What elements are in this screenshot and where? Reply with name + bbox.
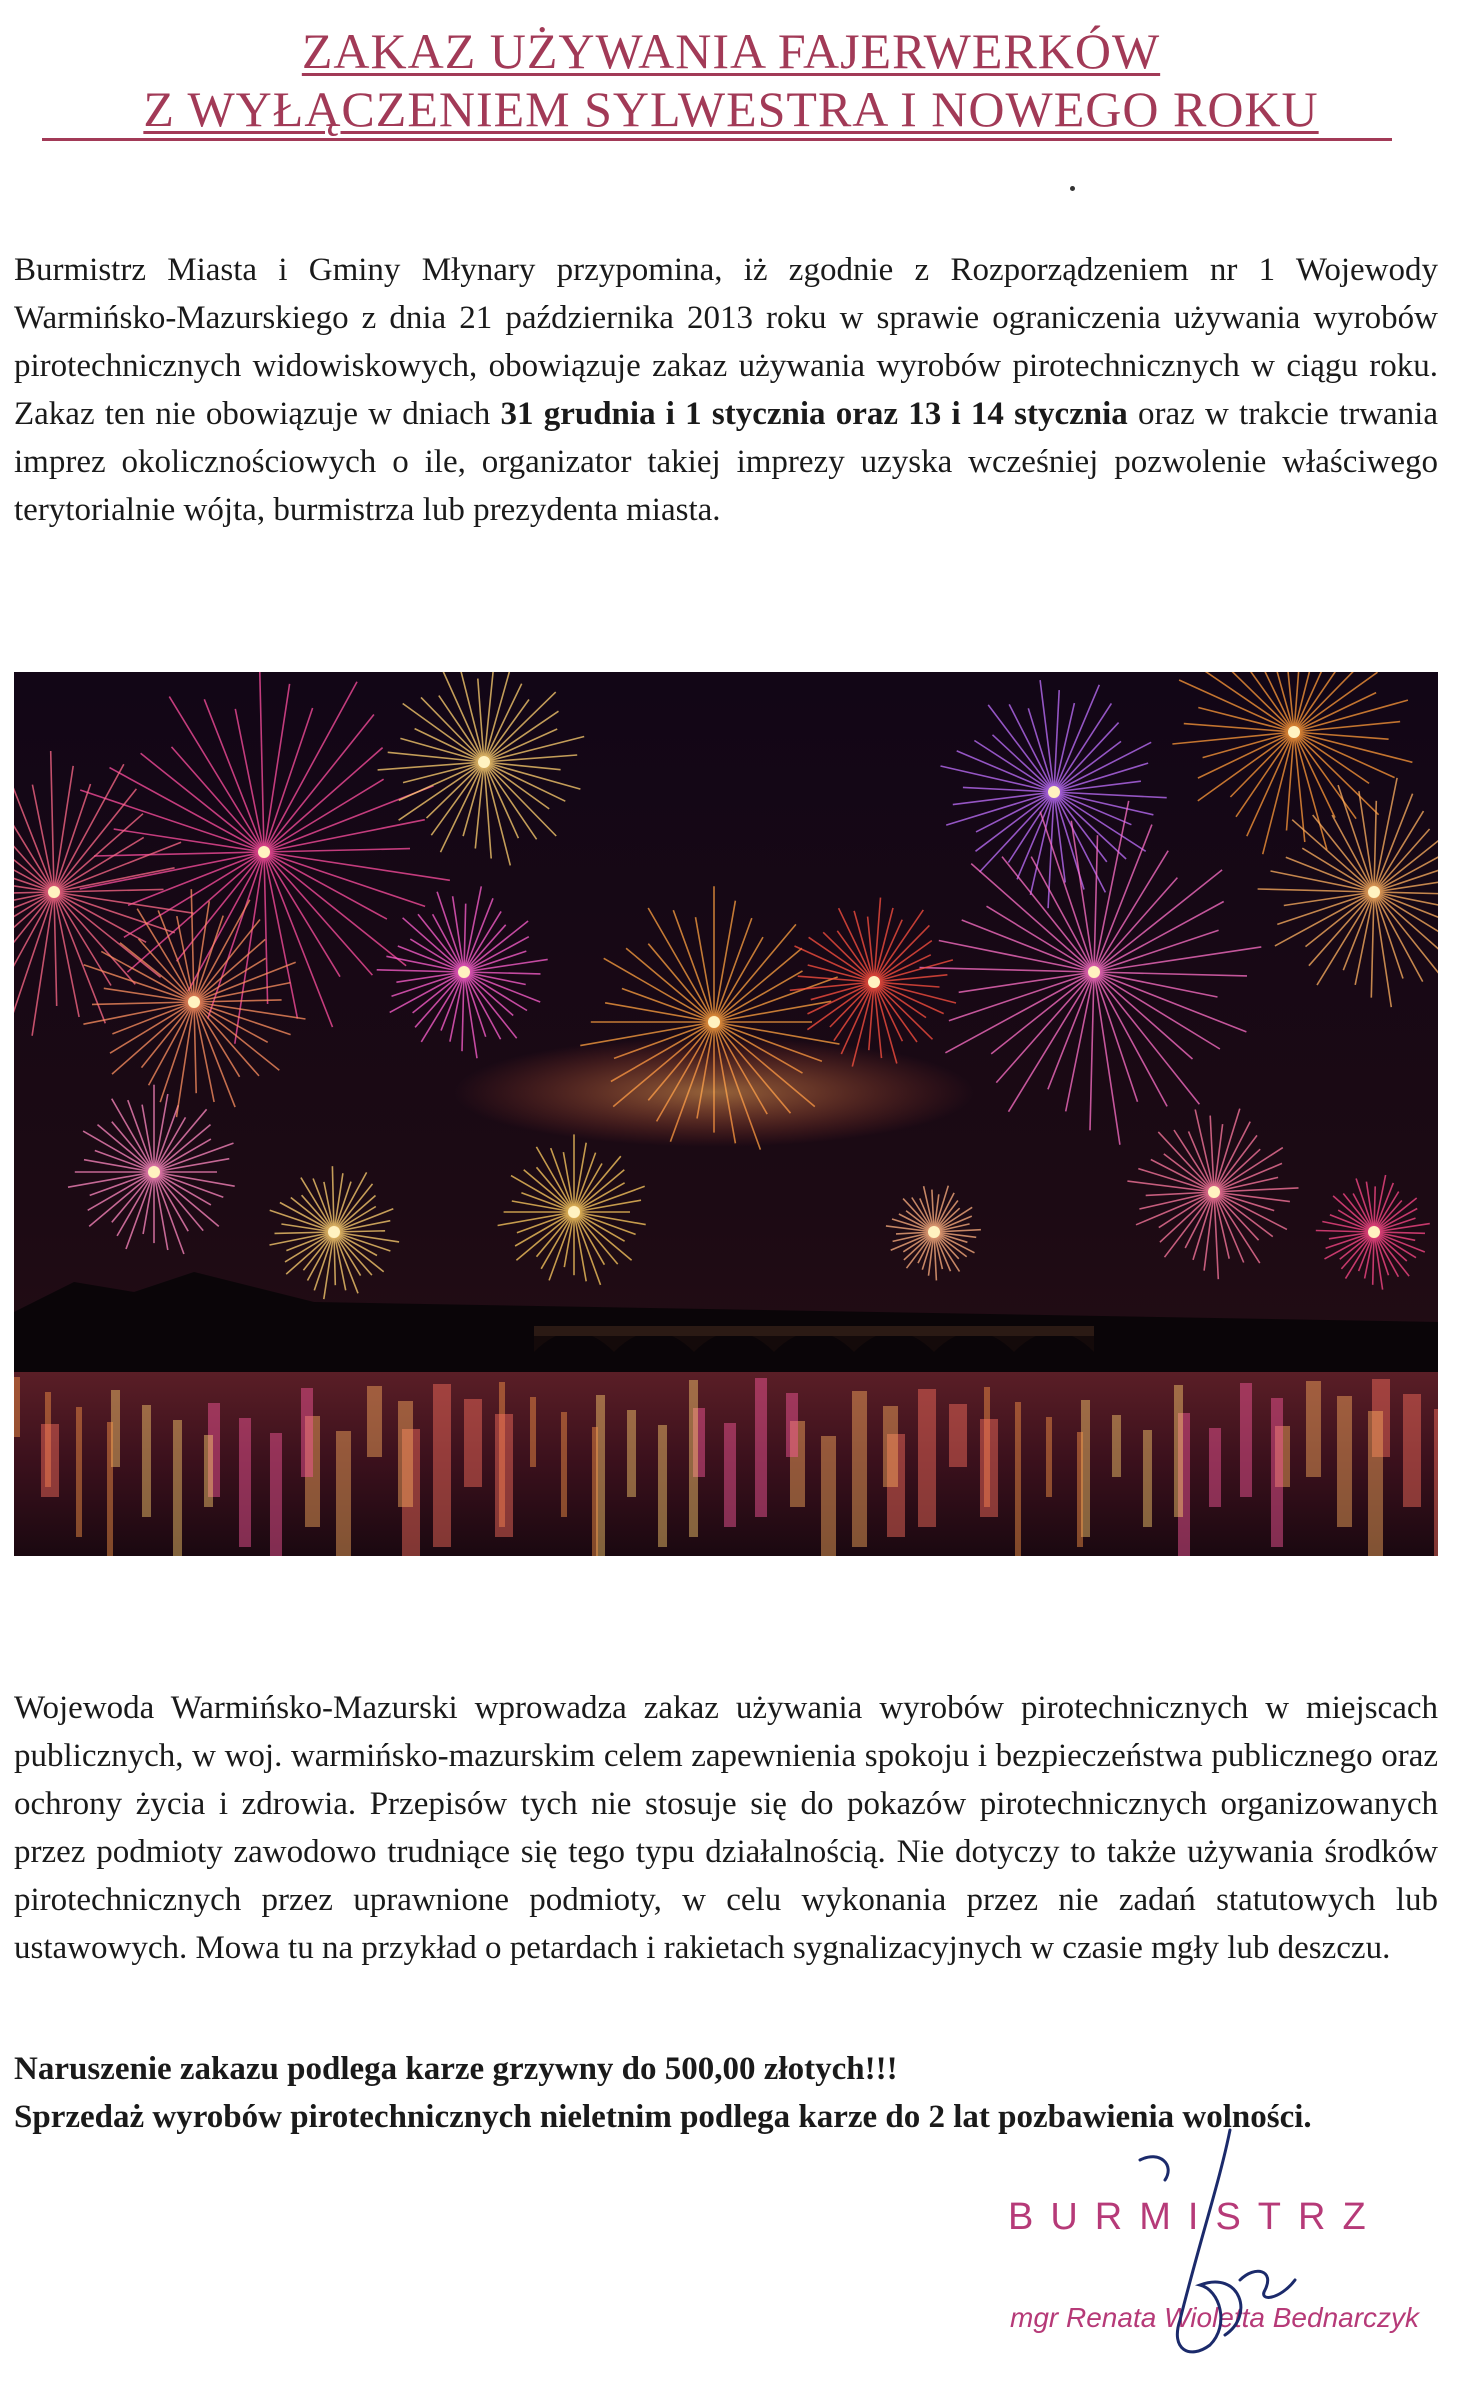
water-reflection	[1271, 1398, 1283, 1547]
water-reflection	[883, 1406, 898, 1487]
body-paragraph: Wojewoda Warmińsko-Mazurski wprowadza zakaz używania wyrobów pirotechnicznych w miejscach publicznych, w woj. warmińsko-mazurskim celem zapewnienia spokoju i bezpieczeństwa publicznego oraz ochrony życia i zdrowia. Przepisów tych nie stosuje się do pokazów pirotechnicznych organizowanych przez podmioty zawodowo trudniące się tego typu działalnością. Nie dotyczy to także używania środków pirotechnicznych przez uprawnione podmioty, w celu wykonania przez nie zadań statutowych lub ustawowych. Mowa tu na przykład o petardach i rakietach sygnalizacyjnych w czasie mgły lub deszczu.	[14, 1690, 1438, 1966]
water-reflection	[1015, 1402, 1021, 1556]
water-reflection	[1306, 1381, 1321, 1477]
water-reflection	[724, 1423, 736, 1527]
water-reflection	[495, 1414, 513, 1537]
water-reflection	[592, 1427, 598, 1556]
water-reflection	[336, 1431, 351, 1556]
firework-core	[1368, 1226, 1380, 1238]
water-reflection	[852, 1391, 867, 1547]
intro-text-2: oraz w trakcie trwania imprez okolicznościowych o ile, organizator takiej imprezy uzyska wcześniej pozwolenie właściwego terytorialnie wójta, burmistrza lub prezydenta miasta.	[14, 396, 1438, 528]
water-reflection	[1240, 1383, 1252, 1497]
water-reflection	[786, 1393, 798, 1457]
water-reflection	[561, 1412, 567, 1517]
firework-core	[478, 756, 490, 768]
firework-core	[1368, 886, 1380, 898]
water-reflection	[1112, 1415, 1121, 1477]
signature-name: mgr Renata Wioletta Bednarczyk	[1010, 2302, 1420, 2333]
firework-core	[458, 966, 470, 978]
water-reflection	[755, 1378, 767, 1517]
document-title	[0, 22, 1462, 138]
water-reflection	[142, 1405, 151, 1517]
water-reflection	[398, 1401, 413, 1507]
water-reflection	[1077, 1432, 1083, 1547]
water-reflection	[1046, 1417, 1052, 1497]
speck	[1070, 186, 1075, 191]
water-reflection	[464, 1399, 482, 1487]
firework-core	[568, 1206, 580, 1218]
water-reflection	[821, 1436, 836, 1556]
water-reflection	[1403, 1394, 1421, 1507]
intro-dates-bold: 31 grudnia i 1 stycznia oraz 13 i 14 stycznia	[500, 396, 1128, 432]
title-line-2: Z WYŁĄCZENIEM SYLWESTRA I NOWEGO ROKU	[143, 81, 1319, 137]
firework-core	[1088, 966, 1100, 978]
fireworks-illustration	[14, 672, 1438, 1556]
water-reflection	[14, 1377, 20, 1437]
intro-paragraph	[14, 246, 1438, 534]
title-line-1: ZAKAZ UŻYWANIA FAJERWERKÓW	[301, 23, 1161, 79]
signature-role: BURMISTRZ	[1008, 2196, 1383, 2238]
water-reflection	[1337, 1396, 1352, 1527]
water-reflection	[1434, 1409, 1438, 1556]
water-reflection	[918, 1389, 936, 1527]
firework-core	[328, 1226, 340, 1238]
firework-core	[1288, 726, 1300, 738]
water-reflection	[980, 1419, 998, 1517]
water-reflection	[1143, 1430, 1152, 1527]
water-reflection	[270, 1433, 282, 1556]
water-reflection	[1174, 1385, 1183, 1517]
water-reflection	[689, 1380, 698, 1537]
firework-core	[48, 886, 60, 898]
firework-core	[868, 976, 880, 988]
water-reflection	[239, 1418, 251, 1547]
water-reflection	[658, 1425, 667, 1547]
firework-core	[1208, 1186, 1220, 1198]
firework-core	[708, 1016, 720, 1028]
fireworks-photo	[14, 672, 1438, 1556]
firework-core	[258, 846, 270, 858]
water-reflection	[76, 1407, 82, 1537]
intro-text-1: Burmistrz Miasta i Gminy Młynary przypomina, iż zgodnie z Rozporządzeniem nr 1 Wojewody Warmińsko-Mazurskiego z dnia 21 października 2013 roku w sprawie ograniczenia używania wyrobów pirotechnicznych widowiskowych, obowiązuje zakaz używania wyrobów pirotechnicznych w ciągu roku. Zakaz ten nie obowiązuje w dniach	[14, 252, 1438, 432]
fine-warning: Naruszenie zakazu podlega karze grzywny do 500,00 złotych!!!	[14, 2051, 898, 2087]
firework-core	[928, 1226, 940, 1238]
water-reflection	[1368, 1411, 1383, 1556]
water-reflection	[41, 1424, 59, 1497]
water-reflection	[204, 1435, 213, 1507]
water-reflection	[107, 1422, 113, 1556]
title-underline	[42, 138, 1392, 141]
handwritten-signature	[1080, 2120, 1340, 2370]
firework-core	[148, 1166, 160, 1178]
water-reflection	[1209, 1428, 1221, 1507]
water-reflection	[173, 1420, 182, 1556]
water-reflection	[433, 1384, 451, 1547]
sale-warning: Sprzedaż wyrobów pirotechnicznych nieletnim podlega karze do 2 lat pozbawienia wolności.	[14, 2099, 1312, 2135]
water-reflection	[301, 1388, 313, 1477]
water-reflection	[530, 1397, 536, 1467]
firework-core	[188, 996, 200, 1008]
water-reflection	[367, 1386, 382, 1457]
water-reflection	[627, 1410, 636, 1497]
water-reflection	[949, 1404, 967, 1467]
firework-core	[1048, 786, 1060, 798]
